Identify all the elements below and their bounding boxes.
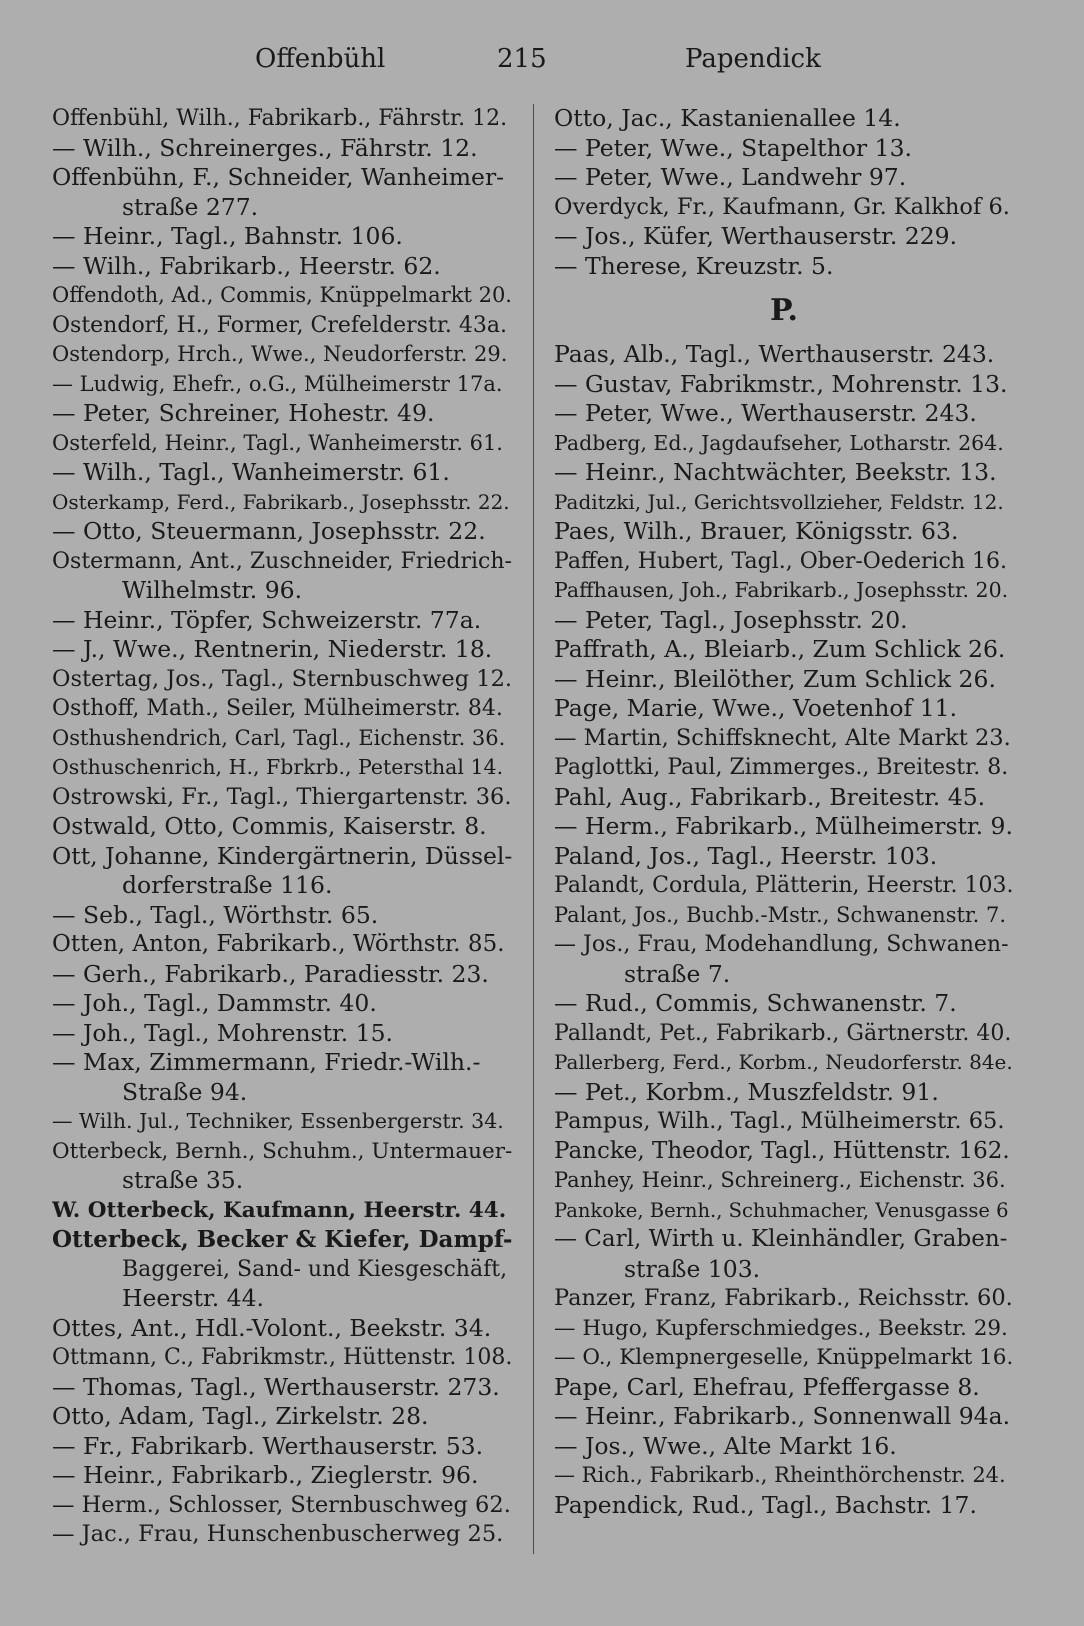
page-header: [0, 44, 1084, 80]
directory-entry: — Rud., Commis, Schwanenstr. 7.: [554, 989, 957, 1017]
directory-entry: Pampus, Wilh., Tagl., Mülheimerstr. 65.: [554, 1108, 1005, 1134]
directory-entry: — Gerh., Fabrikarb., Paradiesstr. 23.: [52, 959, 489, 988]
directory-entry: Osthoff, Math., Seiler, Mülheimerstr. 84.: [52, 696, 503, 721]
directory-entry: Pallerberg, Ferd., Korbm., Neudorferstr. 84e.: [554, 1050, 1013, 1074]
directory-entry: Ostrowski, Fr., Tagl., Thiergartenstr. 36.: [52, 783, 512, 810]
directory-entry: — Martin, Schiffsknecht, Alte Markt 23.: [554, 724, 1011, 751]
directory-entry: — Thomas, Tagl., Werthauserstr. 273.: [52, 1372, 500, 1401]
directory-entry: — J., Wwe., Rentnerin, Niederstr. 18.: [52, 635, 493, 663]
entry-continuation: Heerstr. 44.: [122, 1284, 265, 1312]
column-divider: [533, 104, 534, 1554]
directory-entry: Otto, Jac., Kastanienallee 14.: [554, 104, 901, 132]
directory-entry: W. Otterbeck, Kaufmann, Heerstr. 44.: [52, 1197, 507, 1223]
directory-entry: — Wilh., Tagl., Wanheimerstr. 61.: [52, 458, 450, 486]
directory-entry: Pancke, Theodor, Tagl., Hüttenstr. 162.: [554, 1137, 1010, 1164]
directory-entry: — Jos., Küfer, Werthauserstr. 229.: [554, 222, 958, 250]
directory-entry: — Wilh., Fabrikarb., Heerstr. 62.: [52, 251, 441, 280]
directory-entry: — Fr., Fabrikarb. Werthauserstr. 53.: [52, 1431, 484, 1460]
directory-entry: — Peter, Tagl., Josephsstr. 20.: [554, 605, 908, 634]
directory-entry: Offenbühn, F., Schneider, Wanheimer-: [52, 163, 505, 191]
directory-entry: Osterkamp, Ferd., Fabrikarb., Josephsstr. 22.: [52, 489, 510, 514]
directory-entry: Panhey, Heinr., Schreinerg., Eichenstr. 36.: [554, 1168, 1006, 1192]
directory-entry: Paffrath, A., Bleiarb., Zum Schlick 26.: [554, 635, 1006, 663]
entry-continuation: dorferstraße 116.: [122, 871, 333, 899]
directory-entry: Osthuschenrich, H., Fbrkrb., Petersthal 14.: [52, 755, 504, 779]
directory-entry: — Carl, Wirth u. Kleinhändler, Graben-: [554, 1226, 1008, 1252]
directory-entry: Paas, Alb., Tagl., Werthauserstr. 243.: [554, 340, 995, 368]
directory-entry: — Heinr., Bleilöther, Zum Schlick 26.: [554, 664, 996, 693]
directory-entry: Otten, Anton, Fabrikarb., Wörthstr. 85.: [52, 931, 505, 957]
directory-entry: Offenbühl, Wilh., Fabrikarb., Fährstr. 12.: [52, 106, 508, 131]
directory-entry: — Jac., Frau, Hunschenbuscherweg 25.: [52, 1521, 504, 1547]
directory-entry: — Seb., Tagl., Wörthstr. 65.: [52, 900, 379, 929]
directory-entry: Osthushendrich, Carl, Tagl., Eichenstr. 36.: [52, 725, 506, 750]
directory-entry: Ostendorf, H., Former, Crefelderstr. 43a.: [52, 312, 508, 338]
directory-entry: — Heinr., Fabrikarb., Zieglerstr. 96.: [52, 1461, 479, 1489]
left-column: [52, 104, 512, 1550]
directory-entry: — O., Klempnergeselle, Knüppelmarkt 16.: [554, 1345, 1014, 1370]
page-number: 215: [497, 44, 547, 74]
directory-entry: — Peter, Schreiner, Hohestr. 49.: [52, 399, 435, 427]
directory-entry: — Therese, Kreuzstr. 5.: [554, 251, 834, 280]
directory-entry: Pape, Carl, Ehefrau, Pfeffergasse 8.: [554, 1372, 980, 1401]
directory-entry: Ostermann, Ant., Zuschneider, Friedrich-: [52, 548, 512, 574]
directory-entry: — Heinr., Töpfer, Schweizerstr. 77a.: [52, 605, 482, 634]
section-heading: P.: [769, 293, 799, 328]
entry-continuation: straße 103.: [624, 1254, 761, 1283]
directory-entry: — Heinr., Fabrikarb., Sonnenwall 94a.: [554, 1402, 1011, 1430]
directory-entry: Paffhausen, Joh., Fabrikarb., Josephsstr. 20.: [554, 578, 1009, 602]
directory-entry: Overdyck, Fr., Kaufmann, Gr. Kalkhof 6.: [554, 193, 1010, 220]
directory-entry: Ottes, Ant., Hdl.-Volont., Beekstr. 34.: [52, 1313, 492, 1342]
header-right-keyword: Papendick: [685, 44, 821, 74]
directory-entry: — Joh., Tagl., Mohrenstr. 15.: [52, 1018, 394, 1047]
directory-entry: Page, Marie, Wwe., Voetenhof 11.: [554, 694, 958, 722]
directory-entry: — Rich., Fabrikarb., Rheinthörchenstr. 24.: [554, 1463, 1006, 1487]
entry-continuation: straße 7.: [624, 959, 731, 988]
directory-entry: — Jos., Frau, Modehandlung, Schwanen-: [554, 932, 1009, 957]
directory-entry: — Pet., Korbm., Muszfeldstr. 91.: [554, 1077, 939, 1106]
directory-entry: — Herm., Schlosser, Sternbuschweg 62.: [52, 1491, 511, 1518]
directory-entry: — Max, Zimmermann, Friedr.-Wilh.-: [52, 1048, 481, 1076]
directory-entry: Paffen, Hubert, Tagl., Ober-Oederich 16.: [554, 548, 1007, 574]
directory-entry: Panzer, Franz, Fabrikarb., Reichsstr. 60.: [554, 1285, 1013, 1311]
directory-entry: Paland, Jos., Tagl., Heerstr. 103.: [554, 841, 938, 870]
directory-entry: Pallandt, Pet., Fabrikarb., Gärtnerstr. 40.: [554, 1020, 1012, 1046]
directory-entry: — Otto, Steuermann, Josephsstr. 22.: [52, 517, 486, 545]
directory-entry: — Wilh., Schreinerges., Fährstr. 12.: [52, 133, 478, 162]
directory-entry: Ostwald, Otto, Commis, Kaiserstr. 8.: [52, 812, 487, 840]
right-column: [554, 104, 1014, 1520]
directory-entry: — Wilh. Jul., Techniker, Essenbergerstr. 34.: [52, 1109, 504, 1133]
directory-entry: Ottmann, C., Fabrikmstr., Hüttenstr. 108.: [52, 1345, 512, 1370]
directory-entry: — Ludwig, Ehefr., o.G., Mülheimerstr 17a.: [52, 371, 503, 396]
directory-entry: — Jos., Wwe., Alte Markt 16.: [554, 1431, 897, 1460]
directory-entry: — Peter, Wwe., Stapelthor 13.: [554, 133, 912, 162]
directory-entry: — Heinr., Nachtwächter, Beekstr. 13.: [554, 458, 997, 486]
directory-entry: Ostertag, Jos., Tagl., Sternbuschweg 12.: [52, 665, 512, 692]
directory-entry: Paglottki, Paul, Zimmerges., Breitestr. 8.: [554, 755, 1009, 780]
header-left-keyword: Offenbühl: [255, 44, 386, 74]
directory-entry: Paditzki, Jul., Gerichtsvollzieher, Feldstr. 12.: [554, 489, 1004, 514]
entry-continuation: Baggerei, Sand- und Kiesgeschäft,: [122, 1256, 508, 1282]
directory-entry: Palant, Jos., Buchb.-Mstr., Schwanenstr. 7.: [554, 902, 1007, 927]
directory-entry: Pankoke, Bernh., Schuhmacher, Venusgasse 6: [554, 1198, 1009, 1222]
directory-entry: — Heinr., Tagl., Bahnstr. 106.: [52, 222, 403, 250]
directory-entry: — Hugo, Kupferschmiedges., Beekstr. 29.: [554, 1315, 1008, 1341]
entry-continuation: straße 35.: [122, 1166, 244, 1194]
directory-entry: Palandt, Cordula, Plätterin, Heerstr. 103.: [554, 873, 1014, 898]
directory-entry: — Peter, Wwe., Landwehr 97.: [554, 163, 907, 191]
directory-entry: Pahl, Aug., Fabrikarb., Breitestr. 45.: [554, 782, 986, 811]
directory-entry: Ott, Johanne, Kindergärtnerin, Düssel-: [52, 841, 512, 870]
directory-entry: Ostendorp, Hrch., Wwe., Neudorferstr. 29.: [52, 342, 508, 366]
directory-entry: Otterbeck, Bernh., Schuhm., Untermauer-: [52, 1138, 512, 1164]
directory-entry: Offendoth, Ad., Commis, Knüppelmarkt 20.: [52, 283, 512, 307]
entry-continuation: straße 277.: [122, 192, 259, 221]
entry-continuation: Straße 94.: [122, 1077, 248, 1106]
directory-entry: Otterbeck, Becker & Kiefer, Dampf-: [52, 1226, 512, 1253]
directory-entry: Paes, Wilh., Brauer, Königsstr. 63.: [554, 517, 959, 545]
directory-entry: — Herm., Fabrikarb., Mülheimerstr. 9.: [554, 812, 1013, 840]
directory-entry: — Peter, Wwe., Werthauserstr. 243.: [554, 399, 977, 427]
entry-continuation: Wilhelmstr. 96.: [122, 576, 303, 604]
directory-entry: Papendick, Rud., Tagl., Bachstr. 17.: [554, 1490, 977, 1519]
directory-entry: — Joh., Tagl., Dammstr. 40.: [52, 989, 377, 1017]
directory-entry: Osterfeld, Heinr., Tagl., Wanheimerstr. 61.: [52, 430, 503, 455]
directory-entry: Padberg, Ed., Jagdaufseher, Lotharstr. 264.: [554, 430, 1004, 455]
directory-entry: — Gustav, Fabrikmstr., Mohrenstr. 13.: [554, 369, 1008, 398]
directory-entry: Otto, Adam, Tagl., Zirkelstr. 28.: [52, 1402, 429, 1430]
